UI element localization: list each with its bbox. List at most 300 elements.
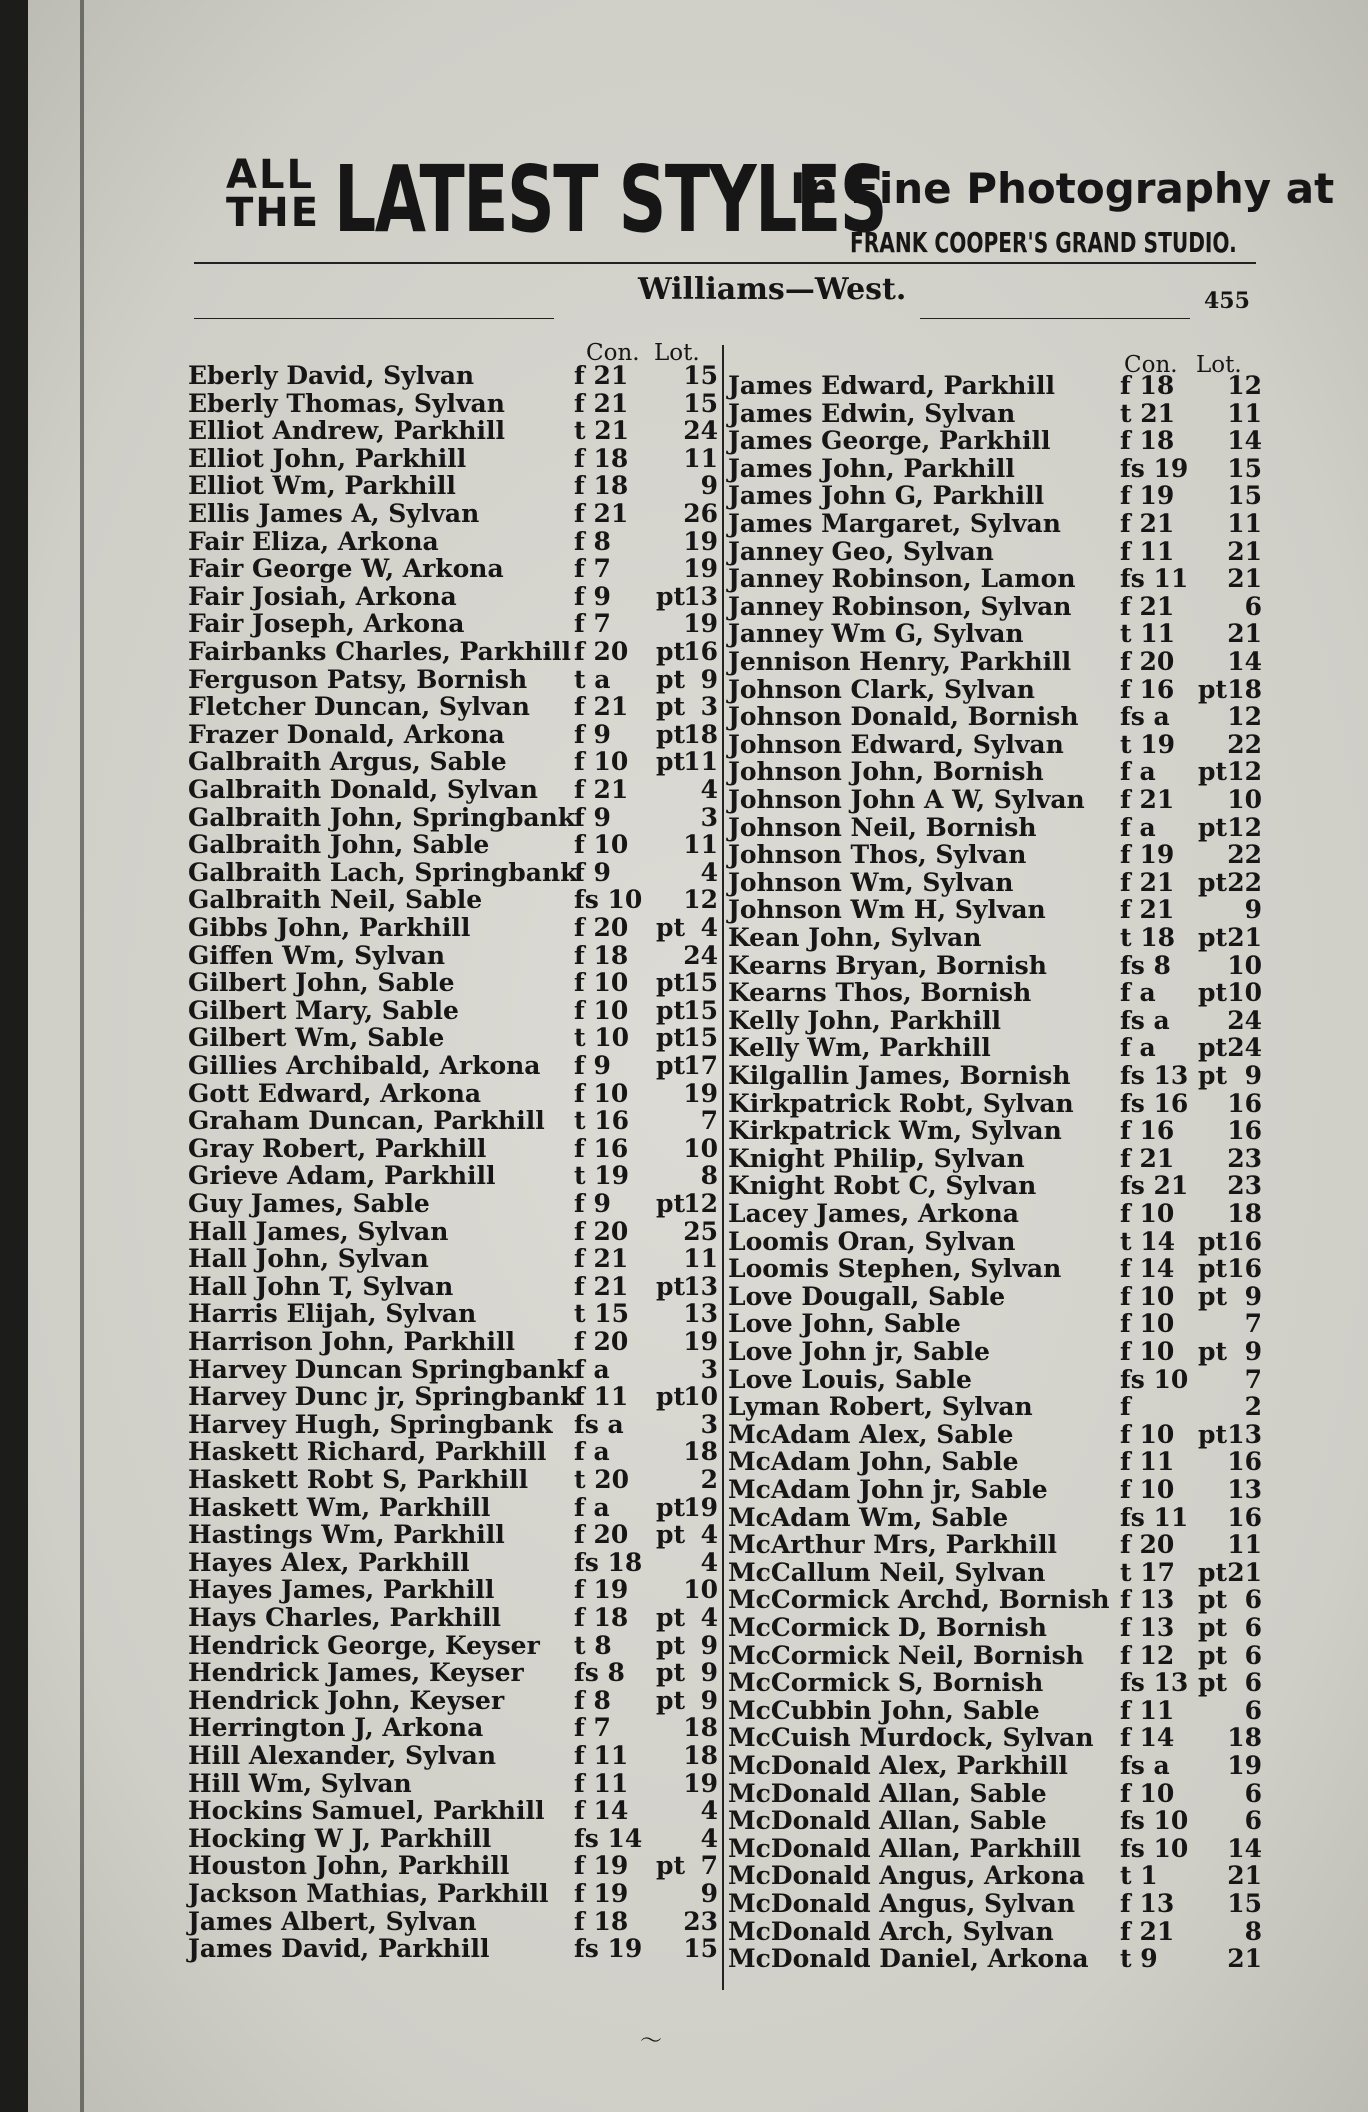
entry-name: James David, Parkhill	[188, 1934, 490, 1964]
entry-lot: 21	[1227, 536, 1262, 566]
entry-name: McDonald Allan, Sable	[728, 1806, 1047, 1836]
entry-lot: 14	[1227, 1833, 1262, 1863]
entry-name: Elliot Andrew, Parkhill	[188, 416, 505, 446]
entry-name: Ferguson Patsy, Bornish	[188, 664, 528, 694]
entry-part: pt	[656, 581, 686, 611]
entry-name: James Edward, Parkhill	[728, 371, 1055, 400]
entry-lot: 10	[683, 1382, 718, 1412]
entry-concession: f 13	[1120, 1613, 1175, 1642]
entry-name: Guy James, Sable	[188, 1189, 430, 1218]
entry-name: Love Louis, Sable	[728, 1364, 972, 1394]
entry-name: Fairbanks Charles, Parkhill	[188, 637, 572, 666]
entry-name: Fair George W, Arkona	[188, 554, 504, 584]
entry-concession: t 11	[1120, 619, 1176, 649]
entry-concession: f 21	[1120, 509, 1175, 538]
entry-name: McDonald Angus, Sylvan	[728, 1889, 1075, 1918]
entry-part: pt	[656, 1492, 686, 1522]
entry-lot: 10	[1227, 950, 1262, 980]
entry-lot: 18	[1227, 1723, 1262, 1753]
entry-lot: 2	[700, 1465, 718, 1494]
entry-name: Knight Philip, Sylvan	[728, 1143, 1025, 1173]
entry-lot: 11	[683, 747, 718, 777]
entry-concession: fs 13	[1120, 1668, 1189, 1698]
entry-name: Janney Wm G, Sylvan	[728, 619, 1024, 649]
entry-lot: 15	[1227, 1889, 1262, 1918]
entry-lot: 13	[683, 581, 718, 611]
entry-concession: f 10	[574, 1078, 629, 1108]
entry-concession: f a	[574, 1492, 610, 1522]
entry-lot: 4	[700, 913, 718, 942]
entry-lot: 14	[1227, 426, 1262, 456]
entry-concession: f a	[1120, 812, 1156, 842]
entry-concession: fs 11	[1120, 1502, 1189, 1532]
entry-part: pt	[1198, 812, 1228, 842]
entry-lot: 6	[1244, 1585, 1262, 1615]
entry-lot: 13	[1227, 1419, 1262, 1449]
entry-lot: 14	[1227, 647, 1262, 676]
entry-lot: 21	[1227, 564, 1262, 594]
entry-lot: 10	[1227, 785, 1262, 814]
entry-name: Knight Robt C, Sylvan	[728, 1171, 1037, 1201]
entry-concession: f 21	[1120, 1916, 1175, 1946]
entry-name: Hocking W J, Parkhill	[188, 1823, 492, 1853]
entry-name: McAdam John jr, Sable	[728, 1475, 1048, 1504]
entry-name: McCormick Neil, Bornish	[728, 1640, 1084, 1670]
entry-lot: 22	[1227, 729, 1262, 759]
entry-concession: f 19	[574, 1851, 629, 1881]
entry-concession: f 10	[1120, 1778, 1175, 1808]
entry-lot: 15	[1227, 481, 1262, 511]
entry-name: Galbraith Neil, Sable	[188, 885, 483, 915]
right-lot-header: Lot.	[1196, 352, 1242, 378]
entry-concession: f 21	[1120, 591, 1175, 621]
entry-lot: 24	[1227, 1005, 1262, 1035]
entry-name: Giffen Wm, Sylvan	[188, 940, 446, 970]
entry-name: Grieve Adam, Parkhill	[188, 1161, 496, 1191]
entry-name: Kearns Bryan, Bornish	[728, 950, 1047, 980]
entry-concession: f 11	[574, 1382, 629, 1412]
entry-name: Harvey Hugh, Springbank	[188, 1409, 553, 1439]
entry-name: Love Dougall, Sable	[728, 1281, 1006, 1311]
entry-name: Galbraith Donald, Sylvan	[188, 775, 538, 804]
entry-concession: t 19	[1120, 729, 1176, 759]
entry-lot: 9	[1244, 1337, 1262, 1366]
entry-name: Hall John, Sylvan	[188, 1244, 429, 1274]
entry-name: McDonald Alex, Parkhill	[728, 1751, 1068, 1780]
entry-part: pt	[1198, 1281, 1228, 1311]
entry-concession: f 18	[574, 1906, 629, 1936]
entry-concession: f 19	[574, 1879, 629, 1908]
entry-name: McAdam Wm, Sable	[728, 1502, 1009, 1532]
entry-name: Loomis Stephen, Sylvan	[728, 1254, 1062, 1284]
entry-lot: 19	[683, 1078, 718, 1108]
entry-lot: 18	[683, 1437, 718, 1467]
entry-name: Hill Wm, Sylvan	[188, 1768, 412, 1798]
entry-part: pt	[1198, 1061, 1228, 1090]
entry-part: pt	[656, 913, 686, 942]
entry-lot: 6	[1244, 1613, 1262, 1642]
entry-lot: 19	[683, 554, 718, 584]
entry-name: James Albert, Sylvan	[188, 1906, 477, 1936]
entry-lot: 21	[1227, 619, 1262, 649]
entry-concession: f 7	[574, 554, 611, 584]
entry-name: McCormick S, Bornish	[728, 1668, 1044, 1698]
entry-name: Fair Eliza, Arkona	[188, 526, 439, 556]
entry-concession: t 16	[574, 1106, 630, 1136]
entry-lot: 15	[683, 1934, 718, 1964]
entry-concession: fs 13	[1120, 1061, 1189, 1090]
entry-lot: 9	[700, 1879, 718, 1908]
entry-name: Johnson Thos, Sylvan	[728, 840, 1027, 870]
entry-concession: f 18	[574, 1603, 629, 1632]
entry-concession: f 11	[1120, 536, 1175, 566]
entry-concession: f 20	[574, 1327, 629, 1356]
entry-part: pt	[656, 995, 686, 1025]
entry-part: pt	[656, 692, 686, 722]
entry-name: Love John jr, Sable	[728, 1337, 990, 1366]
entry-part: pt	[656, 1685, 686, 1715]
entry-concession: fs 10	[1120, 1806, 1189, 1836]
banner-rule	[194, 262, 1256, 264]
entry-lot: 4	[700, 857, 718, 887]
entry-lot: 21	[1227, 1557, 1262, 1587]
entry-concession: f a	[574, 1437, 610, 1467]
entry-lot: 12	[1227, 371, 1262, 400]
entry-part: pt	[656, 719, 686, 749]
entry-lot: 19	[683, 526, 718, 556]
page-heading: Williams—West.	[638, 272, 907, 307]
entry-name: McDonald Angus, Arkona	[728, 1861, 1085, 1891]
entry-lot: 11	[683, 1244, 718, 1274]
entry-concession: f 21	[1120, 895, 1175, 925]
entry-lot: 22	[1227, 840, 1262, 870]
entry-name: Jackson Mathias, Parkhill	[188, 1879, 549, 1908]
entry-name: McDonald Allan, Parkhill	[728, 1833, 1081, 1863]
entry-concession: f 10	[574, 995, 629, 1025]
entry-concession: f	[1120, 1392, 1131, 1422]
entry-name: Johnson Edward, Sylvan	[728, 729, 1064, 759]
entry-concession: f 10	[1120, 1419, 1175, 1449]
entry-lot: 3	[700, 1354, 718, 1384]
entry-lot: 6	[1244, 1668, 1262, 1698]
entry-concession: fs a	[574, 1409, 624, 1439]
entry-part: pt	[656, 968, 686, 998]
entry-concession: fs 18	[574, 1547, 643, 1577]
entry-concession: f 9	[574, 1189, 611, 1218]
entry-part: pt	[1198, 1033, 1228, 1063]
printer-flourish: 〜	[640, 2029, 663, 2054]
entry-lot: 16	[1227, 1226, 1262, 1256]
entry-concession: f 11	[574, 1741, 629, 1770]
entry-name: Gibbs John, Parkhill	[188, 913, 471, 942]
entry-lot: 10	[683, 1133, 718, 1163]
entry-name: McAdam Alex, Sable	[728, 1419, 1014, 1449]
entry-lot: 23	[1227, 1171, 1262, 1201]
entry-concession: fs 11	[1120, 564, 1189, 594]
entry-lot: 19	[1227, 1751, 1262, 1780]
entry-concession: f 10	[1120, 1475, 1175, 1504]
entry-lot: 19	[683, 1327, 718, 1356]
entry-part: pt	[656, 1051, 686, 1080]
entry-name: Gilbert Wm, Sable	[188, 1023, 445, 1053]
entry-part: pt	[656, 1023, 686, 1053]
entry-concession: fs 8	[1120, 950, 1171, 980]
entry-lot: 19	[683, 1768, 718, 1798]
entry-concession: f 9	[574, 719, 611, 749]
entry-concession: f 11	[574, 1768, 629, 1798]
entry-name: Kilgallin James, Bornish	[728, 1061, 1071, 1090]
entry-concession: fs 21	[1120, 1171, 1189, 1201]
entry-lot: 9	[1244, 895, 1262, 925]
entry-name: Hays Charles, Parkhill	[188, 1603, 501, 1632]
entry-concession: t 9	[1120, 1944, 1158, 1974]
entry-name: Hendrick James, Keyser	[188, 1658, 524, 1688]
entry-concession: t 1	[1120, 1861, 1158, 1891]
banner-studio: FRANK COOPER'S GRAND STUDIO.	[850, 226, 1237, 259]
entry-lot: 22	[1227, 867, 1262, 897]
entry-lot: 13	[683, 1271, 718, 1301]
banner-all-the	[226, 152, 321, 236]
entry-lot: 6	[1244, 1640, 1262, 1670]
entry-name: Johnson Donald, Bornish	[728, 702, 1079, 732]
entry-name: Herrington J, Arkona	[188, 1713, 484, 1743]
entry-name: Elliot John, Parkhill	[188, 443, 467, 473]
entry-part: pt	[1198, 1557, 1228, 1587]
entry-concession: f 10	[1120, 1337, 1175, 1366]
entry-name: James George, Parkhill	[728, 426, 1051, 456]
entry-name: Hall John T, Sylvan	[188, 1271, 454, 1301]
entry-lot: 15	[683, 361, 718, 390]
entry-lot: 11	[1227, 1530, 1262, 1560]
banner-tagline: In Fine Photography at	[790, 164, 1335, 213]
entry-lot: 18	[683, 719, 718, 749]
entry-lot: 11	[1227, 398, 1262, 428]
entry-concession: f 19	[1120, 481, 1175, 511]
entry-name: Johnson Neil, Bornish	[728, 812, 1037, 842]
entry-concession: f 14	[574, 1796, 629, 1826]
entry-concession: f 10	[574, 830, 629, 860]
entry-concession: t 20	[574, 1465, 630, 1494]
entry-lot: 3	[700, 692, 718, 722]
entry-part: pt	[656, 1658, 686, 1688]
entry-name: Kelly Wm, Parkhill	[728, 1033, 991, 1063]
entry-concession: f 9	[574, 802, 611, 832]
entry-name: Johnson Wm H, Sylvan	[728, 895, 1046, 925]
entry-name: Fletcher Duncan, Sylvan	[188, 692, 530, 722]
entry-name: Harrison John, Parkhill	[188, 1327, 516, 1356]
column-divider	[722, 345, 724, 1990]
entry-concession: f 11	[1120, 1695, 1175, 1725]
entry-concession: f 20	[574, 1216, 629, 1246]
entry-name: Hendrick George, Keyser	[188, 1630, 540, 1660]
entry-name: McDonald Allan, Sable	[728, 1778, 1047, 1808]
entry-lot: 13	[683, 1299, 718, 1329]
entry-lot: 24	[683, 416, 718, 446]
entry-name: Eberly Thomas, Sylvan	[188, 388, 505, 418]
entry-name: McAdam John, Sable	[728, 1447, 1019, 1477]
entry-lot: 26	[683, 499, 718, 528]
entry-concession: f 10	[1120, 1281, 1175, 1311]
entry-name: Loomis Oran, Sylvan	[728, 1226, 1016, 1256]
entry-concession: f 20	[574, 913, 629, 942]
entry-lot: 21	[1227, 1861, 1262, 1891]
entry-concession: f 8	[574, 526, 611, 556]
entry-part: pt	[1198, 1613, 1228, 1642]
entry-name: Gilbert John, Sable	[188, 968, 455, 998]
entry-lot: 16	[1227, 1502, 1262, 1532]
entry-concession: f 14	[1120, 1723, 1175, 1753]
entry-lot: 15	[683, 1023, 718, 1053]
entry-name: Hendrick John, Keyser	[188, 1685, 505, 1715]
entry-concession: f 21	[574, 775, 629, 804]
entry-lot: 21	[1227, 1944, 1262, 1974]
entry-lot: 21	[1227, 923, 1262, 952]
entry-concession: fs 10	[1120, 1833, 1189, 1863]
entry-concession: f 14	[1120, 1254, 1175, 1284]
entry-name: Haskett Wm, Parkhill	[188, 1492, 491, 1522]
entry-lot: 18	[683, 1741, 718, 1770]
entry-lot: 7	[1244, 1364, 1262, 1394]
entry-concession: f 21	[1120, 785, 1175, 814]
entry-concession: f 7	[574, 609, 611, 639]
entry-part: pt	[656, 747, 686, 777]
entry-concession: t 18	[1120, 923, 1176, 952]
entry-name: Fair Josiah, Arkona	[188, 581, 457, 611]
entry-name: Gray Robert, Parkhill	[188, 1133, 487, 1163]
entry-lot: 12	[1227, 702, 1262, 732]
entry-lot: 13	[1227, 1475, 1262, 1504]
entry-lot: 24	[1227, 1033, 1262, 1063]
entry-concession: f 10	[574, 968, 629, 998]
entry-concession: fs 16	[1120, 1088, 1189, 1118]
entry-concession: fs a	[1120, 1751, 1170, 1780]
entry-part: pt	[1198, 1226, 1228, 1256]
entry-lot: 18	[683, 1713, 718, 1743]
entry-name: James Margaret, Sylvan	[728, 509, 1061, 538]
entry-lot: 23	[1227, 1143, 1262, 1173]
entry-concession: f 18	[1120, 371, 1175, 400]
entry-concession: fs 10	[1120, 1364, 1189, 1394]
entry-lot: 4	[700, 1823, 718, 1853]
entry-name: Johnson John A W, Sylvan	[728, 785, 1085, 814]
entry-part: pt	[1198, 674, 1228, 704]
entry-name: McArthur Mrs, Parkhill	[728, 1530, 1058, 1560]
entry-concession: t 10	[574, 1023, 630, 1053]
heading-rule-left	[194, 318, 554, 319]
entry-name: Johnson Wm, Sylvan	[728, 867, 1014, 897]
entry-part: pt	[656, 1630, 686, 1660]
left-lot-header: Lot.	[654, 340, 700, 366]
advertisement-banner	[218, 146, 1335, 265]
entry-lot: 6	[1244, 591, 1262, 621]
entry-part: pt	[656, 1271, 686, 1301]
entry-concession: t 8	[574, 1630, 612, 1660]
entry-part: pt	[656, 1382, 686, 1412]
entry-lot: 16	[1227, 1116, 1262, 1146]
entry-lot: 7	[1244, 1309, 1262, 1339]
entry-concession: t 19	[574, 1161, 630, 1191]
entry-concession: f 7	[574, 1713, 611, 1743]
entry-lot: 6	[1244, 1778, 1262, 1808]
entry-concession: f 20	[1120, 1530, 1175, 1560]
entry-concession: fs 8	[574, 1658, 625, 1688]
entry-concession: t 21	[574, 416, 630, 446]
entry-lot: 17	[683, 1051, 718, 1080]
entry-lot: 3	[700, 802, 718, 832]
entry-name: Kearns Thos, Bornish	[728, 978, 1032, 1008]
entry-concession: t 17	[1120, 1557, 1176, 1587]
entry-name: Houston John, Parkhill	[188, 1851, 510, 1881]
entry-concession: t 14	[1120, 1226, 1176, 1256]
entry-lot: 12	[1227, 812, 1262, 842]
entry-name: Galbraith John, Springbank	[188, 802, 576, 832]
entry-name: Hayes Alex, Parkhill	[188, 1547, 470, 1577]
entry-part: pt	[656, 1603, 686, 1632]
entry-concession: f 21	[574, 388, 629, 418]
entry-name: Hayes James, Parkhill	[188, 1575, 495, 1605]
entry-part: pt	[656, 637, 686, 666]
entry-lot: 9	[1244, 1281, 1262, 1311]
entry-name: Jennison Henry, Parkhill	[728, 647, 1072, 676]
entry-name: Harvey Duncan Springbank	[188, 1354, 575, 1384]
entry-lot: 6	[1244, 1806, 1262, 1836]
heading-rule-right	[920, 318, 1190, 319]
entry-lot: 11	[683, 830, 718, 860]
entry-concession: f a	[1120, 757, 1156, 787]
entry-concession: f 20	[574, 637, 629, 666]
left-con-header: Con.	[586, 340, 640, 366]
entry-name: Gilbert Mary, Sable	[188, 995, 459, 1025]
entry-name: Lyman Robert, Sylvan	[728, 1392, 1033, 1422]
entry-concession: fs 14	[574, 1823, 643, 1853]
entry-part: pt	[656, 1520, 686, 1550]
entry-concession: f 19	[574, 1575, 629, 1605]
entry-concession: f 13	[1120, 1889, 1175, 1918]
entry-concession: fs 19	[574, 1934, 643, 1964]
entry-concession: f 21	[574, 1244, 629, 1274]
entry-name: Eberly David, Sylvan	[188, 361, 475, 390]
entry-concession: f 21	[574, 499, 629, 528]
entry-lot: 4	[700, 1796, 718, 1826]
page-number: 455	[1204, 288, 1250, 314]
banner-all: ALL	[226, 152, 314, 198]
entry-name: Kean John, Sylvan	[728, 923, 982, 952]
entry-concession: f 10	[1120, 1309, 1175, 1339]
entry-lot: 10	[1227, 978, 1262, 1008]
entry-concession: f 21	[1120, 1143, 1175, 1173]
entry-name: Kelly John, Parkhill	[728, 1005, 1002, 1035]
entry-name: McCubbin John, Sable	[728, 1695, 1040, 1725]
entry-name: Frazer Donald, Arkona	[188, 719, 505, 749]
entry-lot: 3	[700, 1409, 718, 1439]
entry-lot: 18	[1227, 1199, 1262, 1228]
entry-concession: f a	[574, 1354, 610, 1384]
entry-part: pt	[1198, 923, 1228, 952]
entry-lot: 7	[700, 1106, 718, 1136]
entry-lot: 24	[683, 940, 718, 970]
entry-name: James John, Parkhill	[728, 453, 1015, 483]
entry-concession: f 21	[574, 1271, 629, 1301]
entry-part: pt	[1198, 1640, 1228, 1670]
entry-concession: f 21	[1120, 867, 1175, 897]
entry-lot: 8	[700, 1161, 718, 1191]
entry-part: pt	[1198, 867, 1228, 897]
entry-lot: 4	[700, 775, 718, 804]
entry-part: pt	[1198, 1337, 1228, 1366]
entry-name: Kirkpatrick Wm, Sylvan	[728, 1116, 1062, 1146]
entry-concession: f 12	[1120, 1640, 1175, 1670]
entry-lot: 12	[683, 1189, 718, 1218]
